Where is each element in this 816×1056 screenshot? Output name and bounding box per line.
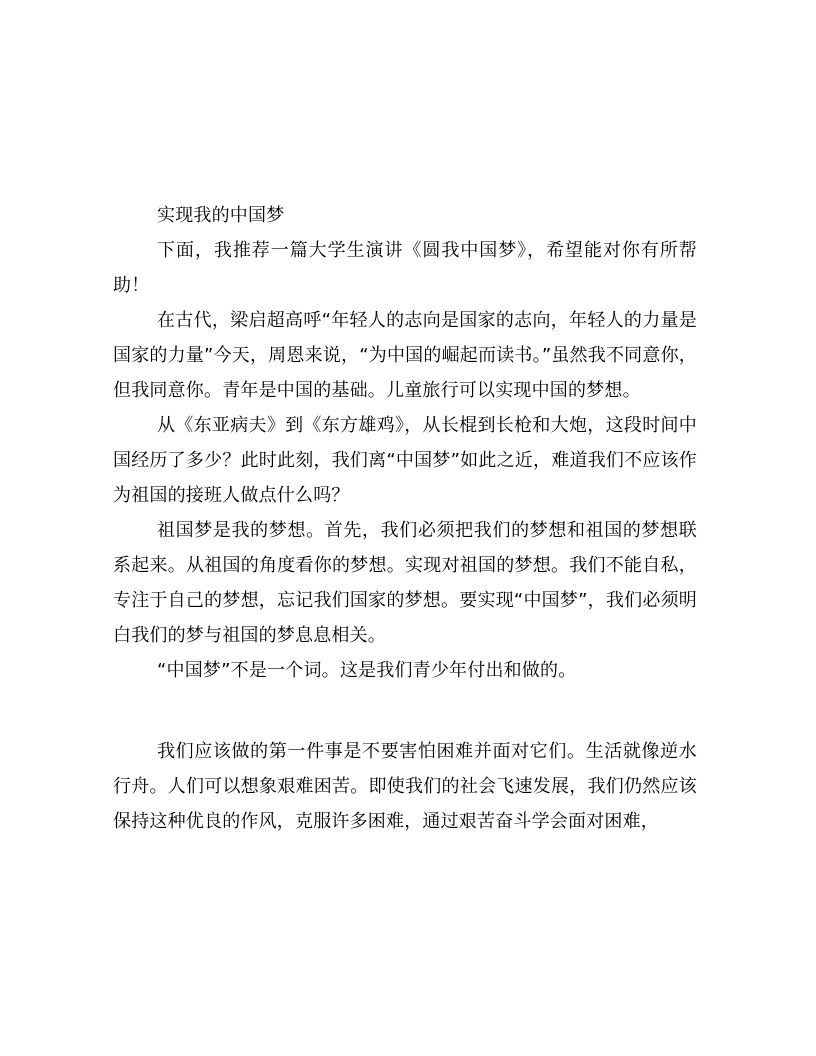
paragraph-gap (113, 688, 697, 734)
paragraph-liang-qichao: 在古代，梁启超高呼“年轻人的志向是国家的志向，年轻人的力量是国家的力量”今天，周恩来说，“为中国的崛起而读书。”虽然我不同意你，但我同意你。青年是中国的基础。儿童旅行可以实现中国的梦想。 (113, 310, 697, 401)
paragraph-face-difficulties: 我们应该做的第一件事是不要害怕困难并面对它们。生活就像逆水行舟。人们可以想象艰难困苦。即使我们的社会飞速发展，我们仍然应该保持这种优良的作风，克服许多困难，通过艰苦奋斗学会面对困难， (113, 741, 697, 832)
paragraph-motherland-dream: 祖国梦是我的梦想。首先，我们必须把我们的梦想和祖国的梦想联系起来。从祖国的角度看你的梦想。实现对祖国的梦想。我们不能自私，专注于自己的梦想，忘记我们国家的梦想。要实现“中国梦”，我们必须明白我们的梦与祖国的梦息息相关。 (113, 520, 697, 646)
document-title: 实现我的中国梦 (157, 205, 285, 226)
paragraph-intro: 下面，我推荐一篇大学生演讲《圆我中国梦》，希望能对你有所帮助！ (113, 240, 697, 296)
paragraph-china-dream-word: “中国梦”不是一个词。这是我们青少年付出和做的。 (157, 660, 577, 681)
document-body (113, 199, 697, 839)
paragraph-history: 从《东亚病夫》到《东方雄鸡》，从长棍到长枪和大炮，这段时间中国经历了多少？此时此刻，我们离“中国梦”如此之近，难道我们不应该作为祖国的接班人做点什么吗？ (113, 415, 697, 506)
